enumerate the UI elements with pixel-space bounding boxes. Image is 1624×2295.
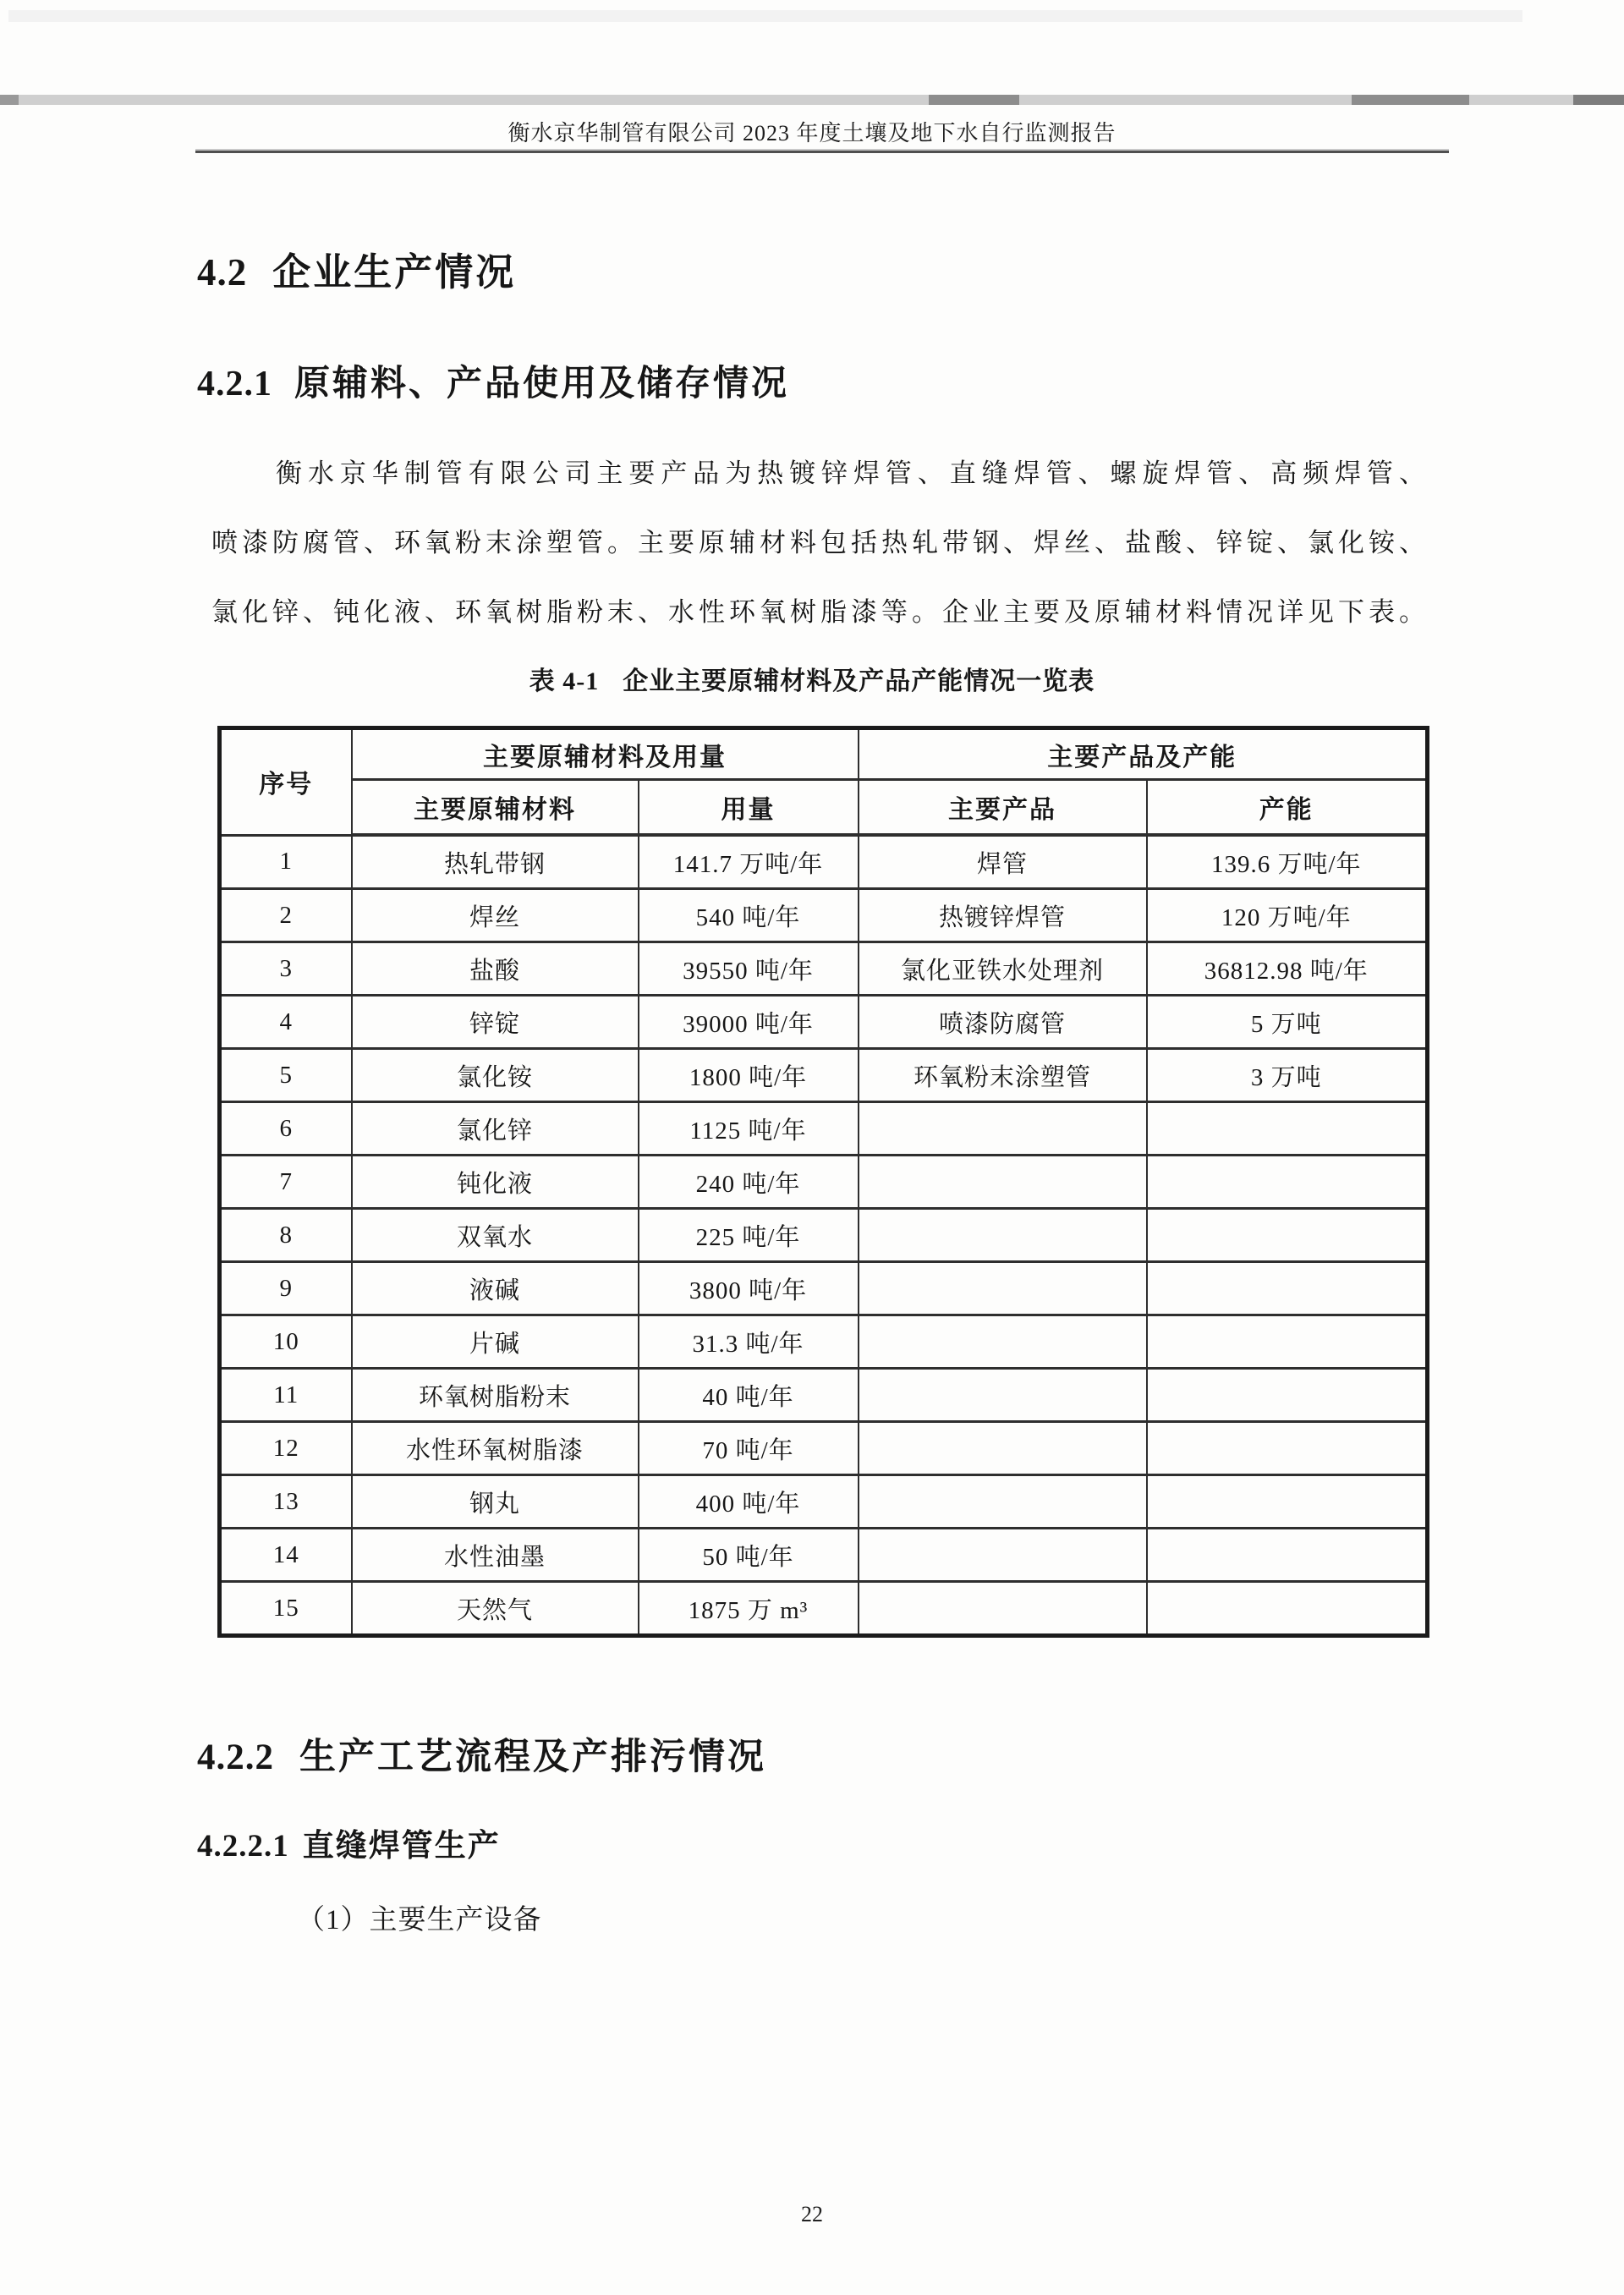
table-header [220,728,1428,836]
table-cell [1147,1529,1428,1582]
scan-artifact-segment [1352,95,1469,105]
table-cell: 焊丝 [352,889,639,942]
table-row [220,835,1428,889]
table-row [220,1369,1428,1422]
table-cell [859,1422,1147,1475]
table-row [220,996,1428,1049]
table-cell [1147,1102,1428,1156]
table-cell: 540 吨/年 [639,889,859,942]
table-cell: 400 吨/年 [639,1475,859,1529]
table-cell [859,1209,1147,1262]
column-group-materials: 主要原辅材料及用量 [352,728,859,780]
table-cell: 39000 吨/年 [639,996,859,1049]
table-cell: 5 万吨 [1147,996,1428,1049]
table-cell: 环氧粉末涂塑管 [859,1049,1147,1102]
table-row [220,1582,1428,1636]
scan-artifact-segment [0,95,19,105]
table-cell: 31.3 吨/年 [639,1315,859,1369]
table-cell: 双氧水 [352,1209,639,1262]
table-cell: 锌锭 [352,996,639,1049]
table-cell: 1875 万 m³ [639,1582,859,1636]
table-cell [1147,1156,1428,1209]
table-cell: 水性油墨 [352,1529,639,1582]
column-header-no: 序号 [220,728,352,836]
heading-title: 生产工艺流程及产排污情况 [299,1738,766,1777]
paragraph-line: 喷漆防腐管、环氧粉末涂塑管。主要原辅材料包括热轧带钢、焊丝、盐酸、锌锭、氯化铵、 [211,528,1426,557]
heading-number: 4.2.2.1 [197,1829,289,1864]
scan-artifact-band [0,95,1624,105]
table-row [220,1049,1428,1102]
column-header-capacity: 产能 [1147,780,1428,836]
table-cell [859,1582,1147,1636]
table-cell: 7 [220,1156,352,1209]
table-cell [859,1102,1147,1156]
table-cell: 141.7 万吨/年 [639,835,859,889]
table-cell: 9 [220,1262,352,1315]
table-caption [0,667,1624,695]
heading-4-2-2-1 [197,1831,501,1862]
heading-number: 4.2.2 [197,1738,274,1777]
table-body [220,835,1428,1636]
table-cell: 40 吨/年 [639,1369,859,1422]
table-cell: 2 [220,889,352,942]
table-cell [859,1369,1147,1422]
scan-artifact-strip [8,10,1522,22]
table-cell: 5 [220,1049,352,1102]
table-cell: 钢丸 [352,1475,639,1529]
table-row [220,942,1428,996]
table-cell: 36812.98 吨/年 [1147,942,1428,996]
table-cell: 天然气 [352,1582,639,1636]
table-cell [1147,1369,1428,1422]
table-cell: 钝化液 [352,1156,639,1209]
table-cell: 12 [220,1422,352,1475]
materials-table [217,726,1429,1638]
table-cell: 3 [220,942,352,996]
page-number: 22 [801,2202,823,2226]
table-cell [859,1529,1147,1582]
heading-title: 原辅料、产品使用及储存情况 [294,365,790,404]
table-cell [859,1262,1147,1315]
table-row [220,1156,1428,1209]
table-cell [859,1315,1147,1369]
scan-artifact-segment [929,95,1019,105]
table-cell: 片碱 [352,1315,639,1369]
table-row [220,1422,1428,1475]
table-header-sub-row [220,780,1428,836]
column-group-products: 主要产品及产能 [859,728,1428,780]
table-cell [1147,1315,1428,1369]
heading-number: 4.2.1 [197,365,272,404]
table-cell: 热轧带钢 [352,835,639,889]
table-row [220,1102,1428,1156]
table-cell: 氯化亚铁水处理剂 [859,942,1147,996]
table-cell [859,1156,1147,1209]
table-caption-label: 表 4-1 [529,667,600,695]
table-row [220,889,1428,942]
column-header-usage: 用量 [639,780,859,836]
table-cell: 焊管 [859,835,1147,889]
table-header-group-row [220,728,1428,780]
table-cell [1147,1422,1428,1475]
column-header-product: 主要产品 [859,780,1147,836]
table-cell: 8 [220,1209,352,1262]
table-cell: 喷漆防腐管 [859,996,1147,1049]
table-cell: 氯化铵 [352,1049,639,1102]
table-cell: 环氧树脂粉末 [352,1369,639,1422]
table-cell: 15 [220,1582,352,1636]
table-cell: 13 [220,1475,352,1529]
table-cell: 10 [220,1315,352,1369]
table-cell: 139.6 万吨/年 [1147,835,1428,889]
table-cell [1147,1209,1428,1262]
table-cell: 盐酸 [352,942,639,996]
heading-4-2 [197,251,517,294]
table-cell: 11 [220,1369,352,1422]
table-cell [859,1475,1147,1529]
table-cell [1147,1475,1428,1529]
table-row [220,1209,1428,1262]
paragraph-line: 衡水京华制管有限公司主要产品为热镀锌焊管、直缝焊管、螺旋焊管、高频焊管、 [276,458,1426,488]
table-cell: 1 [220,835,352,889]
table-cell: 水性环氧树脂漆 [352,1422,639,1475]
column-header-material: 主要原辅材料 [352,780,639,836]
running-header: 衡水京华制管有限公司 2023 年度土壤及地下水自行监测报告 [508,121,1116,145]
table-cell [1147,1582,1428,1636]
table-cell: 70 吨/年 [639,1422,859,1475]
scan-artifact-segment [1573,95,1624,105]
table-cell: 225 吨/年 [639,1209,859,1262]
table-row [220,1475,1428,1529]
table-row [220,1315,1428,1369]
heading-4-2-2 [197,1739,766,1776]
table-cell: 4 [220,996,352,1049]
table-cell: 14 [220,1529,352,1582]
heading-title: 直缝焊管生产 [302,1829,501,1864]
table-cell: 氯化锌 [352,1102,639,1156]
table-cell: 1125 吨/年 [639,1102,859,1156]
table-cell: 液碱 [352,1262,639,1315]
table-cell: 热镀锌焊管 [859,889,1147,942]
table-cell: 3800 吨/年 [639,1262,859,1315]
table-cell: 50 吨/年 [639,1529,859,1582]
paragraph-line: 氯化锌、钝化液、环氧树脂粉末、水性环氧树脂漆等。企业主要及原辅材料情况详见下表。 [211,597,1426,627]
heading-number: 4.2 [197,251,248,294]
table-cell: 3 万吨 [1147,1049,1428,1102]
table-row [220,1262,1428,1315]
list-item-1: （1）主要生产设备 [297,1905,542,1935]
intro-paragraph [211,439,1426,647]
table-cell: 240 吨/年 [639,1156,859,1209]
table-cell [1147,1262,1428,1315]
table-caption-title: 企业主要原辅材料及产品产能情况一览表 [623,667,1095,695]
table-row [220,1529,1428,1582]
header-rule [195,151,1449,153]
table-cell: 120 万吨/年 [1147,889,1428,942]
table-cell: 39550 吨/年 [639,942,859,996]
heading-4-2-1 [197,366,789,402]
table-cell: 1800 吨/年 [639,1049,859,1102]
table-cell: 6 [220,1102,352,1156]
heading-title: 企业生产情况 [272,251,517,294]
